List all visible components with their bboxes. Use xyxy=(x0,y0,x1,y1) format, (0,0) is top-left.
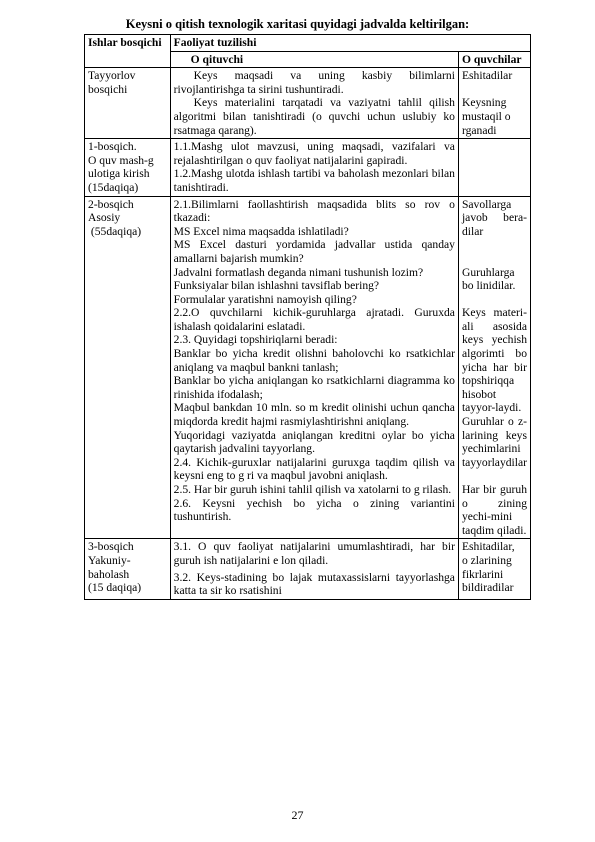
students-text: Eshitadilar, xyxy=(461,540,515,554)
stage-line: 3-bosqich xyxy=(88,540,134,554)
spacer xyxy=(462,469,527,483)
teacher-text: 2.5. Har bir guruh ishini tahlil qilish va xatolarni to g rilash. xyxy=(173,483,452,496)
students-cell xyxy=(458,68,530,139)
stage-line: (15daqiqa) xyxy=(88,180,139,194)
stage-line: Asosiy xyxy=(88,211,121,225)
teacher-cell xyxy=(170,539,458,599)
students-text: Keys materi-ali asosida keys yechish algorimti bo yicha har bir topshiriqqa hisobot tayyor-laydi. Guruhlar o z-larining keys yechimlarini tayyorlaydilar xyxy=(461,306,527,469)
teacher-cell xyxy=(170,139,458,196)
teacher-text: 3.1. O quv faoliyat natijalarini umumlashtiradi, har bir guruh ish natijalarini e lon qiladi. xyxy=(173,540,455,567)
students-text: Keysning mustaqil o rganadi xyxy=(461,96,511,137)
table-header-row xyxy=(85,35,531,52)
teacher-text: Maqbul bankdan 10 mln. so m kredit olinishi uchun qancha miqdorda kredit hajmi rasmiylashtirishni aniqlang. xyxy=(173,401,455,429)
header-stage: Ishlar bosqichi xyxy=(85,35,171,68)
page-number: 27 xyxy=(291,808,304,822)
spacer xyxy=(462,293,527,307)
spacer xyxy=(462,83,527,97)
teacher-text: 1.1.Mashg ulot mavzusi, uning maqsadi, vazifalari va rejalashtirilgan o quv faoliyat natijalarini gapiradi. xyxy=(173,140,455,167)
students-text: Har bir guruh o zining yechi-mini taqdim qiladi. xyxy=(461,483,527,537)
stage-line: Yakuniy-baholash xyxy=(88,553,131,581)
stage-line: 1-bosqich. xyxy=(88,140,137,154)
stage-line: (15 daqiqa) xyxy=(88,581,142,595)
teacher-text: 3.2. Keys-stadining bo lajak mutaxassislarni tayyorlashga katta ta sir ko rsatishini xyxy=(173,570,455,598)
teacher-text: 2.1.Bilimlarni faollashtirish maqsadida blits so rov o tkazadi: xyxy=(173,197,455,225)
students-cell xyxy=(458,539,530,599)
teacher-text: 2.6. Keysni yechish bo yicha o zining variantini tushuntirish. xyxy=(173,496,455,524)
teacher-text: Keys materialini tarqatadi va vaziyatni tahlil qilish algoritmi bilan tanishtiradi (o quvchi uchun uslubiy ko rsatmaga qarang). xyxy=(173,96,455,137)
page-title: Keysni o qitish texnologik xaritasi quyidagi jadvalda keltirilgan: xyxy=(125,17,470,31)
header-students: O quvchilar xyxy=(458,51,530,68)
stage-line: Tayyorlov xyxy=(88,69,136,83)
stage-cell xyxy=(85,68,171,139)
spacer xyxy=(462,238,527,252)
teacher-text: 2.2.O quvchilarni kichik-guruhlarga ajratadi. Guruxda ishalash qoidalarini eslatadi. xyxy=(173,306,455,333)
teacher-text: 2.4. Kichik-guruxlar natijalarini guruxga taqdim qilish va keysni eng to g ri va maqbul javobni aniqlash. xyxy=(173,455,455,483)
technology-map-table xyxy=(84,34,531,600)
header-activity: Faoliyat tuzilishi xyxy=(170,35,530,52)
teacher-text: Keys maqsadi va uning kasbiy bilimlarni rivojlantirishga ta sirini tushuntiradi. xyxy=(173,69,455,96)
teacher-text: Banklar bo yicha aniqlangan ko rsatkichlarni diagramma ko rinishida ifodalash; xyxy=(173,374,455,401)
teacher-text: MS Excel dasturi yordamida jadvallar ustida qanday amallarni bajarish mumkin? xyxy=(173,238,455,265)
table-row xyxy=(85,196,531,539)
stage-cell xyxy=(85,196,171,539)
teacher-text: Jadvalni formatlash deganda nimani tushunish lozim? xyxy=(173,265,424,279)
students-cell xyxy=(458,139,530,196)
spacer xyxy=(462,252,527,266)
stage-line: (55daqiqa) xyxy=(88,224,142,238)
stage-line: O quv mash-g ulotiga kirish xyxy=(88,153,154,181)
students-text: Savollarga javob bera-dilar xyxy=(461,197,527,238)
table-row xyxy=(85,539,531,599)
students-cell xyxy=(458,196,530,539)
stage-cell xyxy=(85,139,171,196)
header-teacher: O qituvchi xyxy=(170,51,458,68)
teacher-text: Funksiyalar bilan ishlashni tavsiflab bering? xyxy=(173,279,380,293)
teacher-text: Banklar bo yicha kredit olishni baholovchi ko rsatkichlar aniqlang va maqbul bankni tanlash; xyxy=(173,347,455,374)
table-row xyxy=(85,139,531,196)
students-text: Guruhlarga bo linidilar. xyxy=(461,265,516,293)
stage-line: bosqichi xyxy=(88,82,128,96)
teacher-text: 1.2.Mashg ulotda ishlash tartibi va baholash mezonlari bilan tanishtiradi. xyxy=(173,167,455,194)
teacher-text: Yuqoridagi vaziyatda aniqlangan kreditni oylar bo yicha qaytarish jadvalini tayyorlang. xyxy=(173,428,455,456)
teacher-text: MS Excel nima maqsadda ishlatiladi? xyxy=(173,224,349,238)
students-text: o zlarining fikrlarini bildiradilar xyxy=(461,553,514,595)
teacher-cell xyxy=(170,68,458,139)
stage-cell xyxy=(85,539,171,599)
table-row xyxy=(85,68,531,139)
students-text: Eshitadilar xyxy=(461,69,513,83)
teacher-text: 2.3. Quyidagi topshiriqlarni beradi: xyxy=(173,333,338,347)
teacher-cell xyxy=(170,196,458,539)
stage-line: 2-bosqich xyxy=(88,197,134,211)
teacher-text: Formulalar yaratishni namoyish qiling? xyxy=(173,292,357,306)
